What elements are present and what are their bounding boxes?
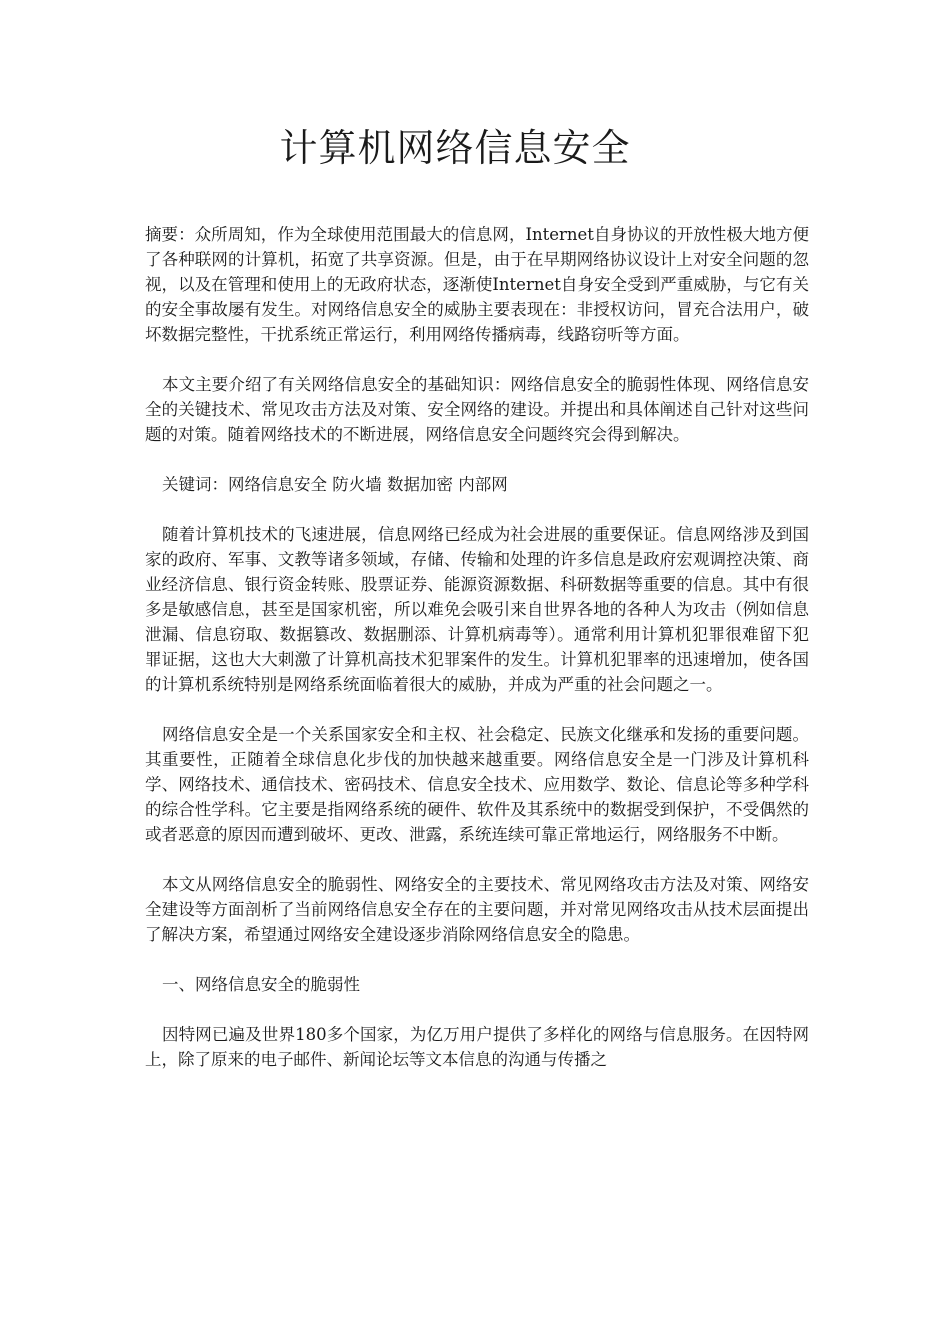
intro-paragraph: 本文主要介绍了有关网络信息安全的基础知识：网络信息安全的脆弱性体现、网络信息安全的关键技术、常见攻击方法及对策、安全网络的建设。并提出和具体阐述自己针对这些问题的对策。随着网络技术的不断进展，网络信息安全问题终究会得到解决。	[145, 375, 809, 444]
section-heading-1: 一、网络信息安全的脆弱性	[162, 975, 360, 994]
body-paragraph-2: 网络信息安全是一个关系国家安全和主权、社会稳定、民族文化继承和发扬的重要问题。其重要性，正随着全球信息化步伐的加快越来越重要。网络信息安全是一门涉及计算机科学、网络技术、通信技术、密码技术、信息安全技术、应用数学、数论、信息论等多种学科的综合性学科。它主要是指网络系统的硬件、软件及其系统中的数据受到保护，不受偶然的或者恶意的原因而遭到破坏、更改、泄露，系统连续可靠正常地运行，网络服务不中断。	[145, 725, 809, 844]
body-paragraph-4: 因特网已遍及世界180多个国家，为亿万用户提供了多样化的网络与信息服务。在因特网上，除了原来的电子邮件、新闻论坛等文本信息的沟通与传播之	[145, 1025, 809, 1069]
abstract-paragraph: 摘要：众所周知，作为全球使用范围最大的信息网，Internet自身协议的开放性极大地方便了各种联网的计算机，拓宽了共享资源。但是，由于在早期网络协议设计上对安全问题的忽视，以及在管理和使用上的无政府状态，逐渐使Internet自身安全受到严重威胁，与它有关的安全事故屡有发生。对网络信息安全的威胁主要表现在：非授权访问，冒充合法用户，破坏数据完整性，干扰系统正常运行，利用网络传播病毒，线路窃听等方面。	[145, 225, 809, 344]
body-paragraph-1: 随着计算机技术的飞速进展，信息网络已经成为社会进展的重要保证。信息网络涉及到国家的政府、军事、文教等诸多领域，存储、传输和处理的许多信息是政府宏观调控决策、商业经济信息、银行资金转账、股票证券、能源资源数据、科研数据等重要的信息。其中有很多是敏感信息，甚至是国家机密，所以难免会吸引来自世界各地的各种人为攻击（例如信息泄漏、信息窃取、数据篡改、数据删添、计算机病毒等）。通常利用计算机犯罪很难留下犯罪证据，这也大大刺激了计算机高技术犯罪案件的发生。计算机犯罪率的迅速增加，使各国的计算机系统特别是网络系统面临着很大的威胁，并成为严重的社会问题之一。	[145, 525, 809, 694]
body-paragraph-3: 本文从网络信息安全的脆弱性、网络安全的主要技术、常见网络攻击方法及对策、网络安全建设等方面剖析了当前网络信息安全存在的主要问题，并对常见网络攻击从技术层面提出了解决方案，希望通过网络安全建设逐步消除网络信息安全的隐患。	[145, 875, 809, 944]
document-body	[145, 222, 809, 1097]
keywords-line: 关键词：网络信息安全 防火墙 数据加密 内部网	[162, 475, 508, 494]
document-title: 计算机网络信息安全	[279, 126, 631, 170]
